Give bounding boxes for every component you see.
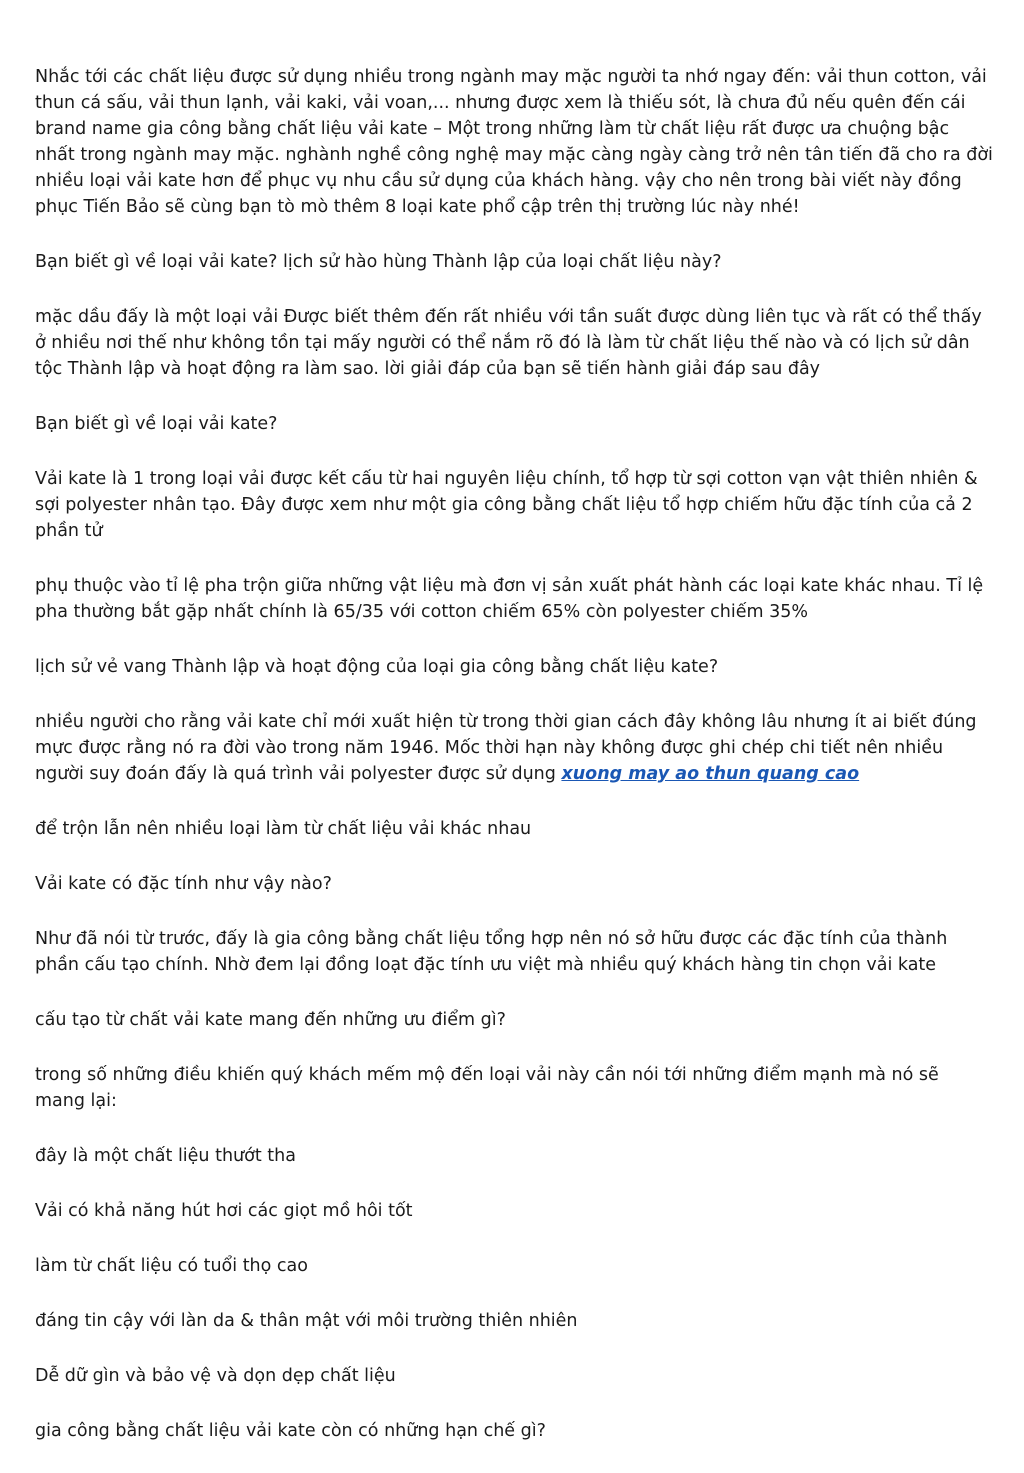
intro-paragraph: Nhắc tới các chất liệu được sử dụng nhiều trong ngành may mặc người ta nhớ ngay đến: vải thun cotton, vải thun cá sấu, vải thun lạnh, vải kaki, vải voan,... nhưng được xem là thiếu sót, là chưa đủ nếu quên đến cái brand name gia công bằng chất liệu vải kate – Một trong những làm từ chất liệu rất được ưa chuộng bậc nhất trong ngành may mặc. nghành nghề công nghệ may mặc càng ngày càng trở nên tân tiến đã cho ra đời nhiều loại vải kate hơn để phục vụ nhu cầu sử dụng của khách hàng. vậy cho nên trong bài viết này đồng phục Tiến Bảo sẽ cùng bạn tò mò thêm 8 loại kate phổ cập trên thị trường lúc này nhé! (35, 67, 993, 217)
paragraph-with-link (35, 709, 993, 787)
heading-question-history: Bạn biết gì về loại vải kate? lịch sử hào hùng Thành lập của loại chất liệu này? (35, 252, 722, 272)
paragraph: để trộn lẫn nên nhiều loại làm từ chất liệu vải khác nhau (35, 819, 532, 839)
paragraph: phụ thuộc vào tỉ lệ pha trộn giữa những vật liệu mà đơn vị sản xuất phát hành các loại kate khác nhau. Tỉ lệ pha thường bắt gặp nhất chính là 65/35 với cotton chiếm 65% còn polyester chiếm 35% (35, 576, 984, 622)
advantage-item: đây là một chất liệu thướt tha (35, 1146, 296, 1166)
paragraph: Như đã nói từ trước, đấy là gia công bằng chất liệu tổng hợp nên nó sở hữu được các đặc tính của thành phần cấu tạo chính. Nhờ đem lại đồng loạt đặc tính ưu việt mà nhiều quý khách hàng tin chọn vải kate (35, 929, 948, 975)
advantage-item: đáng tin cậy với làn da & thân mật với môi trường thiên nhiên (35, 1311, 578, 1331)
heading-advantages: cấu tạo từ chất vải kate mang đến những ưu điểm gì? (35, 1010, 506, 1030)
article-body (35, 64, 993, 1473)
advantage-item: Vải có khả năng hút hơi các giọt mồ hôi tốt (35, 1201, 413, 1221)
paragraph: Vải kate là 1 trong loại vải được kết cấu từ hai nguyên liệu chính, tổ hợp từ sợi cotton vạn vật thiên nhiên & sợi polyester nhân tạo. Đây được xem như một gia công bằng chất liệu tổ hợp chiếm hữu đặc tính của cả 2 phần tử (35, 469, 978, 541)
heading-history: lịch sử vẻ vang Thành lập và hoạt động của loại gia công bằng chất liệu kate? (35, 657, 719, 677)
heading-properties: Vải kate có đặc tính như vậy nào? (35, 874, 332, 894)
advantage-item: Dễ dữ gìn và bảo vệ và dọn dẹp chất liệu (35, 1366, 396, 1386)
heading-limitations: gia công bằng chất liệu vải kate còn có những hạn chế gì? (35, 1421, 546, 1441)
article-link[interactable]: xuong may ao thun quang cao (561, 764, 860, 784)
advantage-item: làm từ chất liệu có tuổi thọ cao (35, 1256, 308, 1276)
heading-what-is-kate: Bạn biết gì về loại vải kate? (35, 414, 278, 434)
paragraph: trong số những điều khiến quý khách mếm mộ đến loại vải này cần nói tới những điểm mạnh mà nó sẽ mang lại: (35, 1065, 939, 1111)
paragraph-text: nhiều người cho rằng vải kate chỉ mới xuất hiện từ trong thời gian cách đây không lâu nhưng ít ai biết đúng mực được rằng nó ra đời vào trong năm 1946. Mốc thời hạn này không được ghi chép chi tiết nên nhiều người suy đoán đấy là quá trình vải polyester được sử dụng (35, 712, 977, 784)
paragraph: mặc dầu đấy là một loại vải Được biết thêm đến rất nhiều với tần suất được dùng liên tục và rất có thể thấy ở nhiều nơi thế như không tồn tại mấy người có thể nắm rõ đó là làm từ chất liệu thế nào và có lịch sử dân tộc Thành lập và hoạt động ra làm sao. lời giải đáp của bạn sẽ tiến hành giải đáp sau đây (35, 307, 982, 379)
